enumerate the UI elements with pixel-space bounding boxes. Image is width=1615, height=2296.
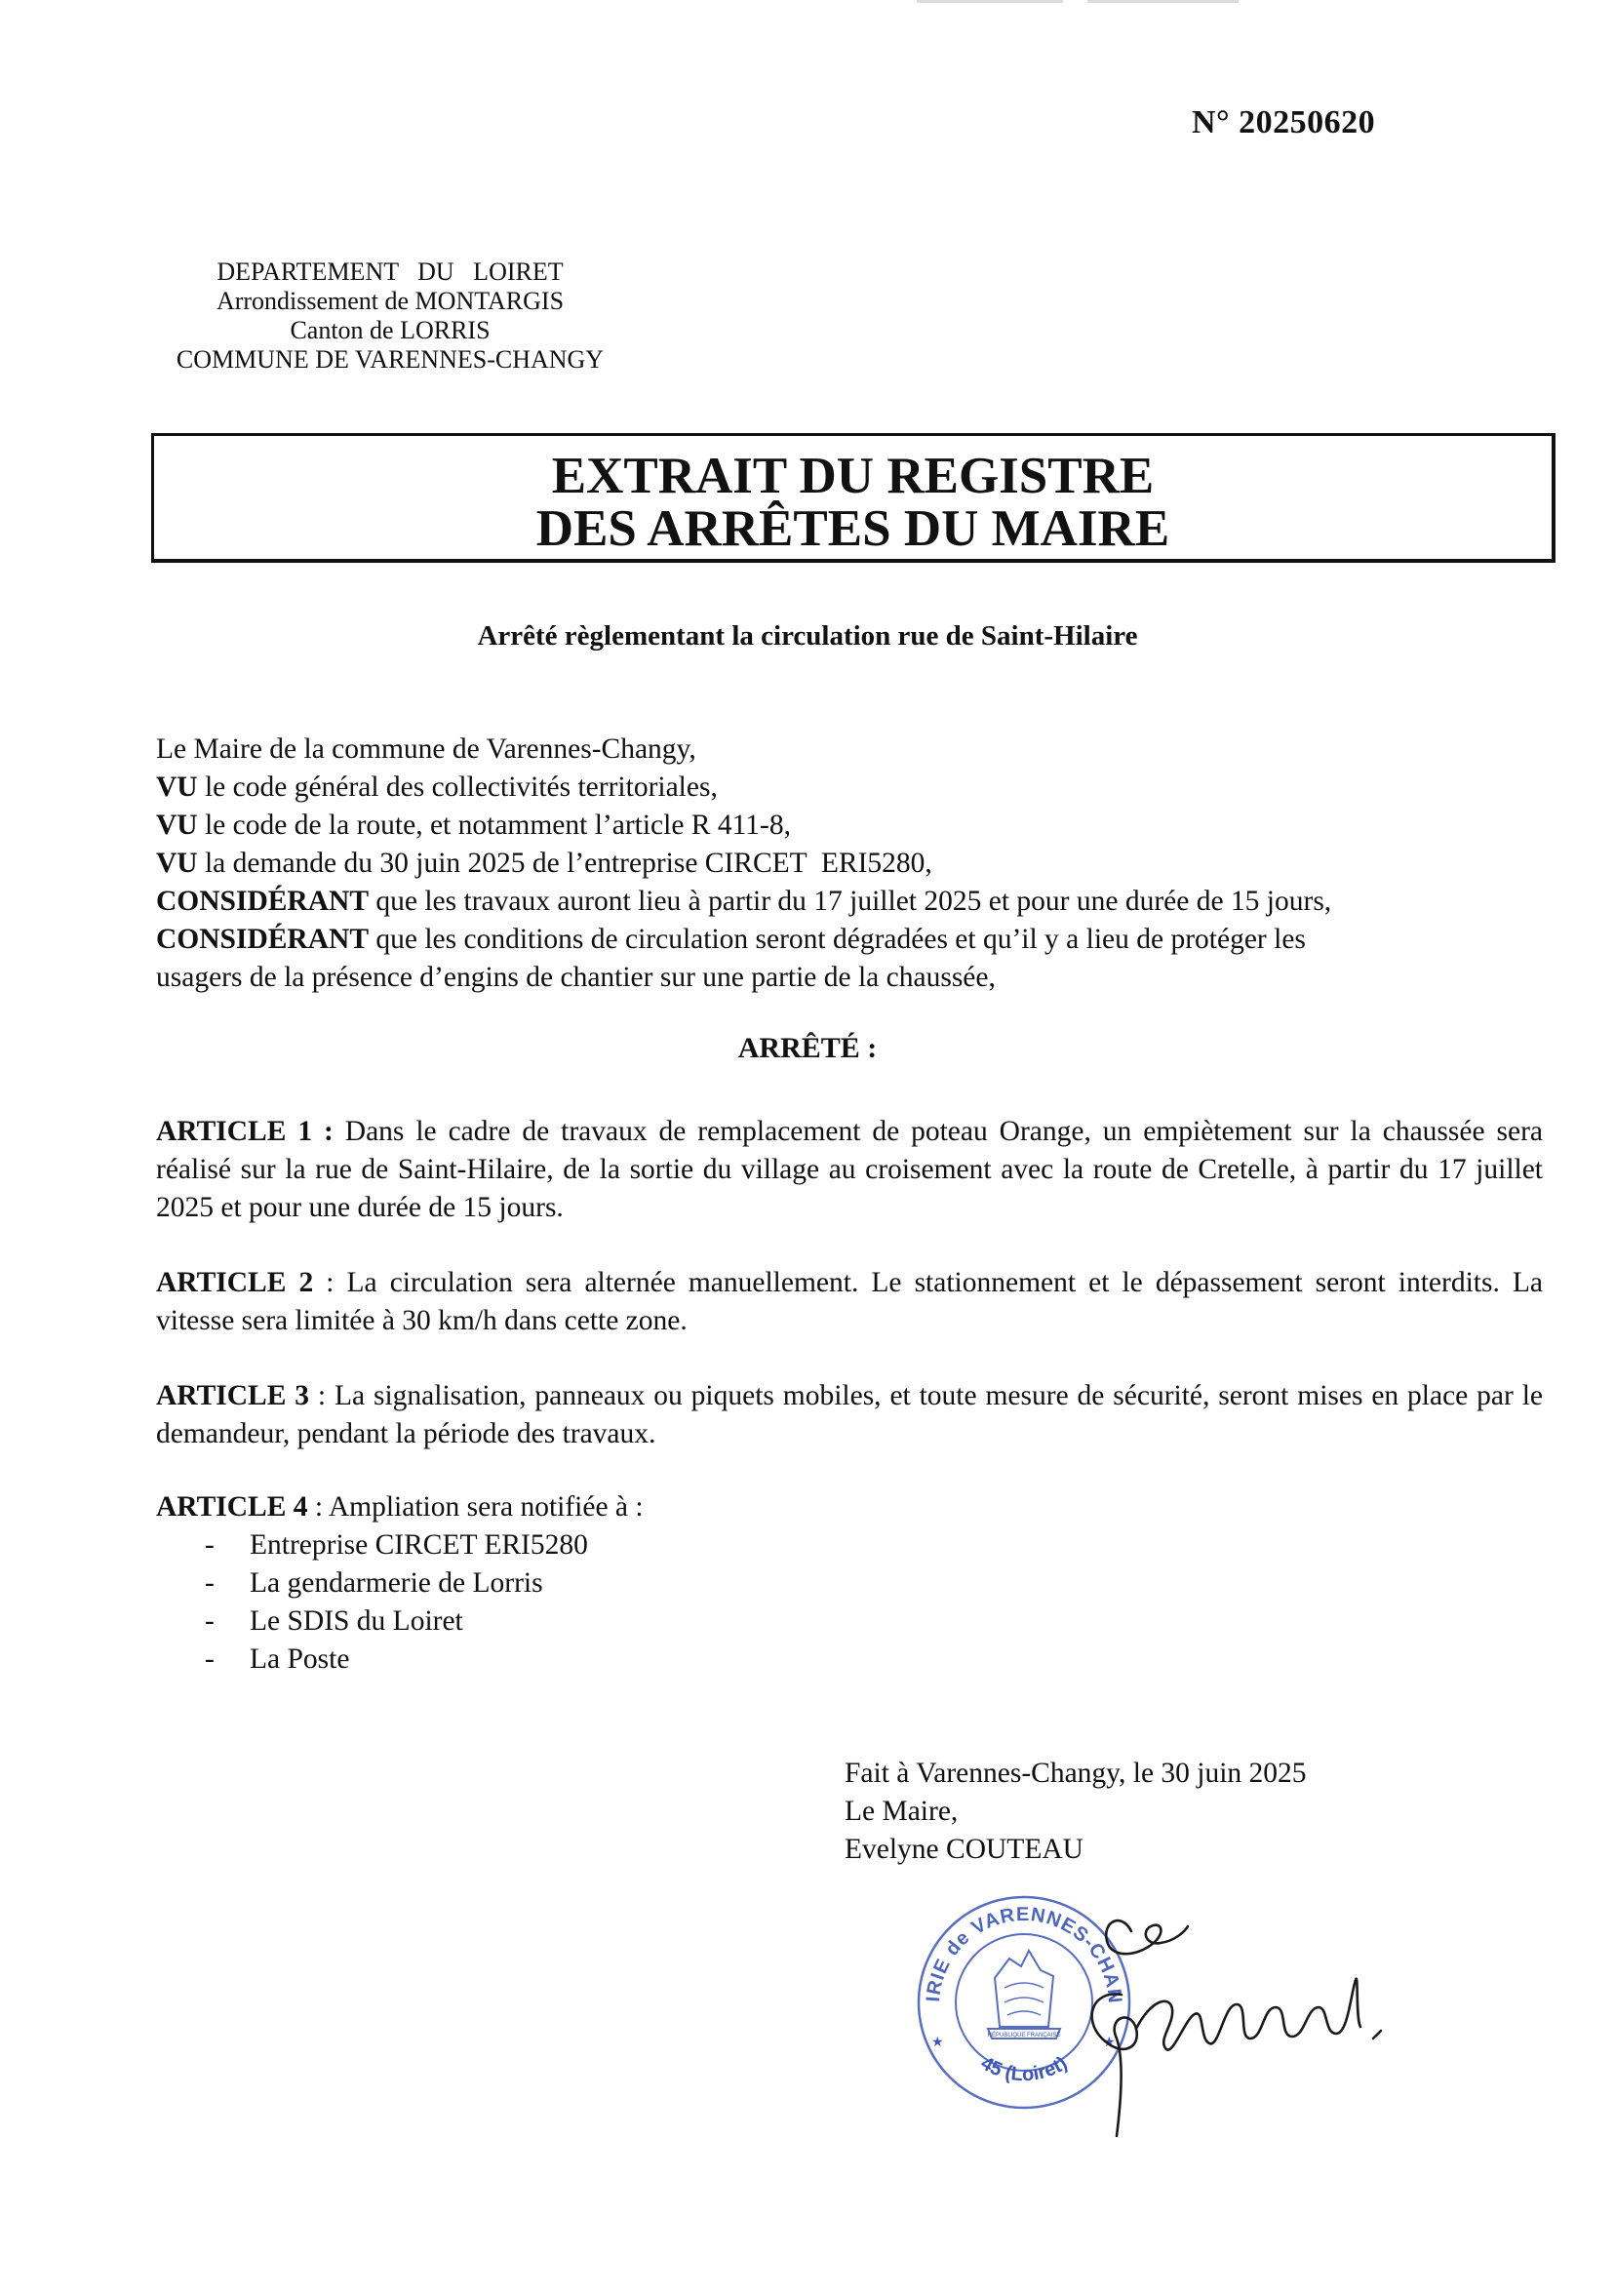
signature-stroke [1092, 1994, 1137, 2136]
seal-hatching [1004, 1983, 1044, 2015]
title-line-1: EXTRAIT DU REGISTRE [551, 448, 1155, 504]
vu-text: le code de la route, et notamment l’article R 411-8, [197, 810, 791, 841]
document-title-box [151, 433, 1556, 563]
vu-label: VU [156, 810, 198, 841]
signature-block [845, 1755, 1307, 1869]
list-dash: - [205, 1605, 215, 1637]
article-4-heading [156, 1488, 1543, 1526]
seal-banner-text: RÉPUBLIQUE FRANÇAISE [987, 2033, 1061, 2039]
recipient-name: Le SDIS du Loiret [250, 1605, 463, 1637]
list-dash: - [205, 1567, 215, 1599]
considerant-line [156, 883, 1541, 921]
article-label: ARTICLE 3 [156, 1380, 310, 1411]
article-label: ARTICLE 2 [156, 1267, 314, 1298]
signature-flourish [1106, 1920, 1188, 1954]
list-item [156, 1526, 1543, 1564]
department-line: DEPARTEMENT DU LOIRET [217, 257, 564, 286]
considerant-continuation: usagers de la présence d’engins de chantier sur une partie de la chaussée, [156, 962, 996, 993]
document-number: N° 20250620 [1192, 104, 1376, 140]
commune-line: COMMUNE DE VARENNES-CHANGY [176, 345, 605, 374]
signatory-role: Le Maire, [845, 1796, 959, 1827]
recipient-name: La Poste [250, 1643, 350, 1675]
scan-edge-mark [917, 0, 1063, 3]
recipient-name: La gendarmerie de Lorris [250, 1567, 543, 1599]
recipient-name: Entreprise CIRCET ERI5280 [250, 1529, 588, 1561]
considerant-label: CONSIDÉRANT [156, 924, 370, 955]
considerant-label: CONSIDÉRANT [156, 886, 370, 917]
canton-line: Canton de LORRIS [290, 316, 491, 344]
arrondissement-line: Arrondissement de MONTARGIS [216, 287, 565, 315]
article-text: : La circulation sera alternée manuellement. Le stationnement et le dépassement seront interdits. La vitesse sera limitée à 30 km/h dans cette zone. [156, 1267, 1543, 1336]
vu-line [156, 845, 1541, 883]
seal-bottom-text: 45 (Loiret) [976, 2052, 1072, 2086]
seal-star-icon: ★ [931, 2035, 944, 2050]
list-dash: - [205, 1643, 215, 1675]
signature-tick [1373, 2031, 1381, 2039]
scan-edge-mark [1087, 0, 1239, 3]
recipient-list [156, 1526, 1543, 1679]
arrete-heading: ARRÊTÉ : [737, 1032, 878, 1064]
place-date: Fait à Varennes-Changy, le 30 juin 2025 [845, 1758, 1307, 1789]
list-item [156, 1603, 1543, 1641]
department-block [137, 257, 644, 375]
article-text: : Ampliation sera notifiée à : [307, 1491, 644, 1523]
mayor-line: Le Maire de la commune de Varennes-Changy, [156, 733, 696, 765]
preamble [156, 731, 1541, 997]
marianne-figure-icon [995, 1951, 1053, 2027]
article-2 [156, 1264, 1543, 1340]
decree-subject: Arrêté règlementant la circulation rue de Saint-Hilaire [477, 620, 1138, 652]
vu-line [156, 807, 1541, 845]
article-label: ARTICLE 4 [156, 1491, 308, 1523]
title-line-2: DES ARRÊTES DU MAIRE [535, 500, 1170, 557]
vu-text: la demande du 30 juin 2025 de l’entreprise CIRCET ERI5280, [197, 848, 932, 879]
considerant-text: que les conditions de circulation seront dégradées et qu’il y a lieu de protéger les [369, 924, 1306, 955]
vu-line [156, 769, 1541, 807]
list-item [156, 1641, 1543, 1679]
article-text: Dans le cadre de travaux de remplacement de poteau Orange, un empiètement sur la chaussée sera réalisé sur la rue de Saint-Hilaire, de la sortie du village au croisement avec la route de Cretelle, à partir du 17 juillet 2025 et pour une durée de 15 jours. [156, 1116, 1543, 1223]
article-3 [156, 1377, 1543, 1453]
signatory-name: Evelyne COUTEAU [845, 1834, 1083, 1865]
handwritten-signature [1063, 1902, 1414, 2146]
article-1 [156, 1113, 1543, 1227]
vu-label: VU [156, 848, 198, 879]
list-item [156, 1564, 1543, 1603]
signature-stroke [1136, 1979, 1360, 2050]
article-text: : La signalisation, panneaux ou piquets mobiles, et toute mesure de sécurité, seront mises en place par le demandeur, pendant la période des travaux. [156, 1380, 1543, 1449]
vu-label: VU [156, 772, 198, 803]
seal-star-icon: ★ [1103, 2035, 1116, 2050]
list-dash: - [205, 1529, 215, 1561]
considerant-text: que les travaux auront lieu à partir du 17 juillet 2025 et pour une durée de 15 jours, [369, 886, 1332, 917]
considerant-line [156, 921, 1541, 959]
article-label: ARTICLE 1 : [156, 1116, 334, 1147]
seal-top-text: IRIE de VARENNES-CHAN [923, 1903, 1126, 2005]
signature-graphic [1063, 1902, 1414, 2146]
article-4 [156, 1488, 1543, 1679]
vu-text: le code général des collectivités territoriales, [197, 772, 718, 803]
